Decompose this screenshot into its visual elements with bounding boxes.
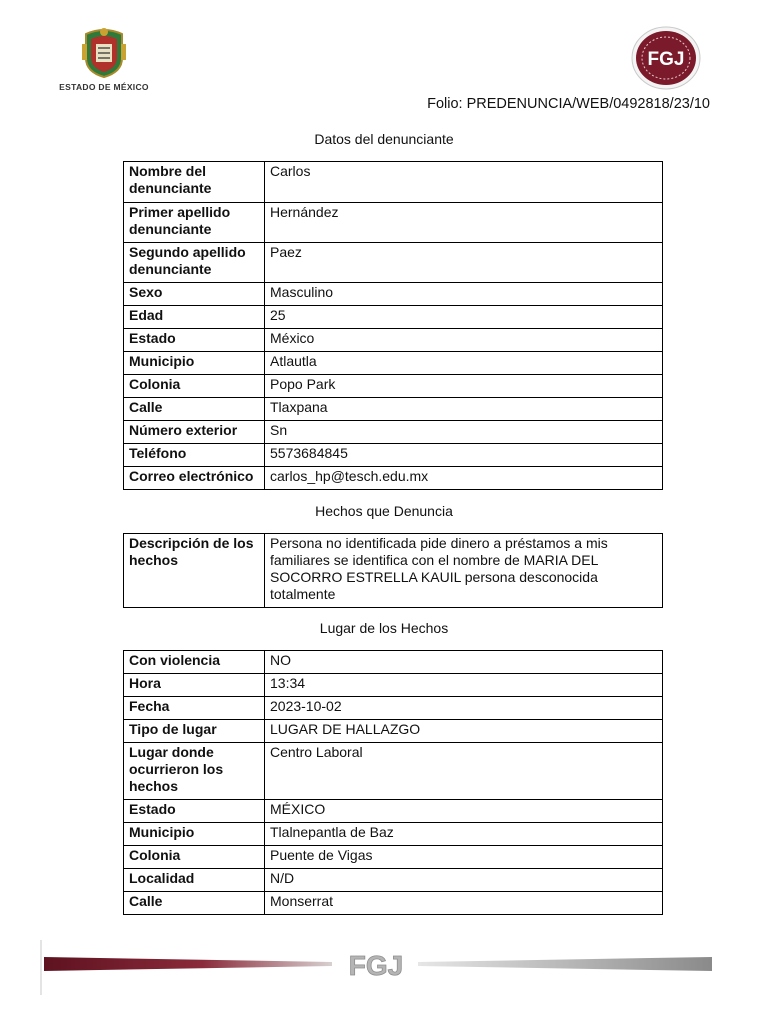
facts-section-title: Hechos que Denuncia [315, 503, 453, 519]
row-label: Correo electrónico [124, 467, 265, 490]
fgj-seal-logo [630, 25, 702, 96]
table-row [124, 743, 663, 800]
row-value: Atlautla [265, 352, 663, 375]
table-row [124, 375, 663, 398]
row-label: Estado [124, 329, 265, 352]
footer-fgj-text: FGJ [348, 950, 404, 981]
table-row [124, 203, 663, 243]
row-label: Calle [124, 398, 265, 421]
complainant-section-title: Datos del denunciante [314, 131, 454, 147]
row-value: Tlaxpana [265, 398, 663, 421]
coat-of-arms-icon [76, 24, 132, 80]
row-label: Fecha [124, 697, 265, 720]
row-value: Monserrat [265, 892, 663, 915]
row-label: Sexo [124, 283, 265, 306]
footer-left-stripe [44, 957, 332, 971]
row-label: Colonia [124, 375, 265, 398]
row-value: 25 [265, 306, 663, 329]
table-row [124, 651, 663, 674]
row-value: LUGAR DE HALLAZGO [265, 720, 663, 743]
facts-table [123, 533, 663, 608]
footer-right-stripe [418, 957, 712, 971]
table-row [124, 534, 663, 608]
place-table [123, 650, 663, 915]
row-value: México [265, 329, 663, 352]
footer-fgj-logo [40, 940, 720, 1000]
row-value: Carlos [265, 162, 663, 203]
row-value: Hernández [265, 203, 663, 243]
row-label: Lugar donde ocurrieron los hechos [124, 743, 265, 800]
row-label: Descripción de los hechos [124, 534, 265, 608]
row-value: 13:34 [265, 674, 663, 697]
table-row [124, 892, 663, 915]
row-label: Con violencia [124, 651, 265, 674]
row-label: Localidad [124, 869, 265, 892]
row-label: Municipio [124, 823, 265, 846]
row-label: Municipio [124, 352, 265, 375]
table-row [124, 467, 663, 490]
row-value: Tlalnepantla de Baz [265, 823, 663, 846]
state-logo-caption: ESTADO DE MÉXICO [59, 82, 149, 92]
table-row [124, 720, 663, 743]
row-label: Tipo de lugar [124, 720, 265, 743]
row-value: Persona no identificada pide dinero a préstamos a mis familiares se identifica con el nombre de MARIA DEL SOCORRO ESTRELLA KAUIL persona desconocida totalmente [265, 534, 663, 608]
table-row [124, 329, 663, 352]
row-value: Masculino [265, 283, 663, 306]
row-value: Puente de Vigas [265, 846, 663, 869]
row-label: Teléfono [124, 444, 265, 467]
row-value: NO [265, 651, 663, 674]
table-row [124, 398, 663, 421]
complainant-table [123, 161, 663, 490]
row-label: Edad [124, 306, 265, 329]
table-row [124, 283, 663, 306]
table-row [124, 306, 663, 329]
row-label: Calle [124, 892, 265, 915]
footer-banner [40, 940, 720, 1000]
table-row [124, 800, 663, 823]
fgj-seal-text: FGJ [647, 49, 685, 70]
table-row [124, 444, 663, 467]
row-value: Centro Laboral [265, 743, 663, 800]
row-value: 2023-10-02 [265, 697, 663, 720]
row-value: N/D [265, 869, 663, 892]
row-value: Sn [265, 421, 663, 444]
row-label: Segundo apellido denunciante [124, 243, 265, 283]
row-label: Hora [124, 674, 265, 697]
row-value: 5573684845 [265, 444, 663, 467]
estado-de-mexico-logo [54, 24, 154, 92]
table-row [124, 674, 663, 697]
table-row [124, 846, 663, 869]
row-label: Nombre del denunciante [124, 162, 265, 203]
row-value: carlos_hp@tesch.edu.mx [265, 467, 663, 490]
table-row [124, 869, 663, 892]
row-label: Colonia [124, 846, 265, 869]
row-value: Paez [265, 243, 663, 283]
table-row [124, 243, 663, 283]
fgj-seal-icon [630, 25, 702, 91]
row-label: Número exterior [124, 421, 265, 444]
row-label: Estado [124, 800, 265, 823]
table-row [124, 823, 663, 846]
row-value: MÉXICO [265, 800, 663, 823]
table-row [124, 162, 663, 203]
table-row [124, 352, 663, 375]
row-label: Primer apellido denunciante [124, 203, 265, 243]
table-row [124, 697, 663, 720]
folio-number: Folio: PREDENUNCIA/WEB/0492818/23/10 [427, 96, 710, 112]
table-row [124, 421, 663, 444]
place-section-title: Lugar de los Hechos [319, 620, 449, 636]
row-value: Popo Park [265, 375, 663, 398]
